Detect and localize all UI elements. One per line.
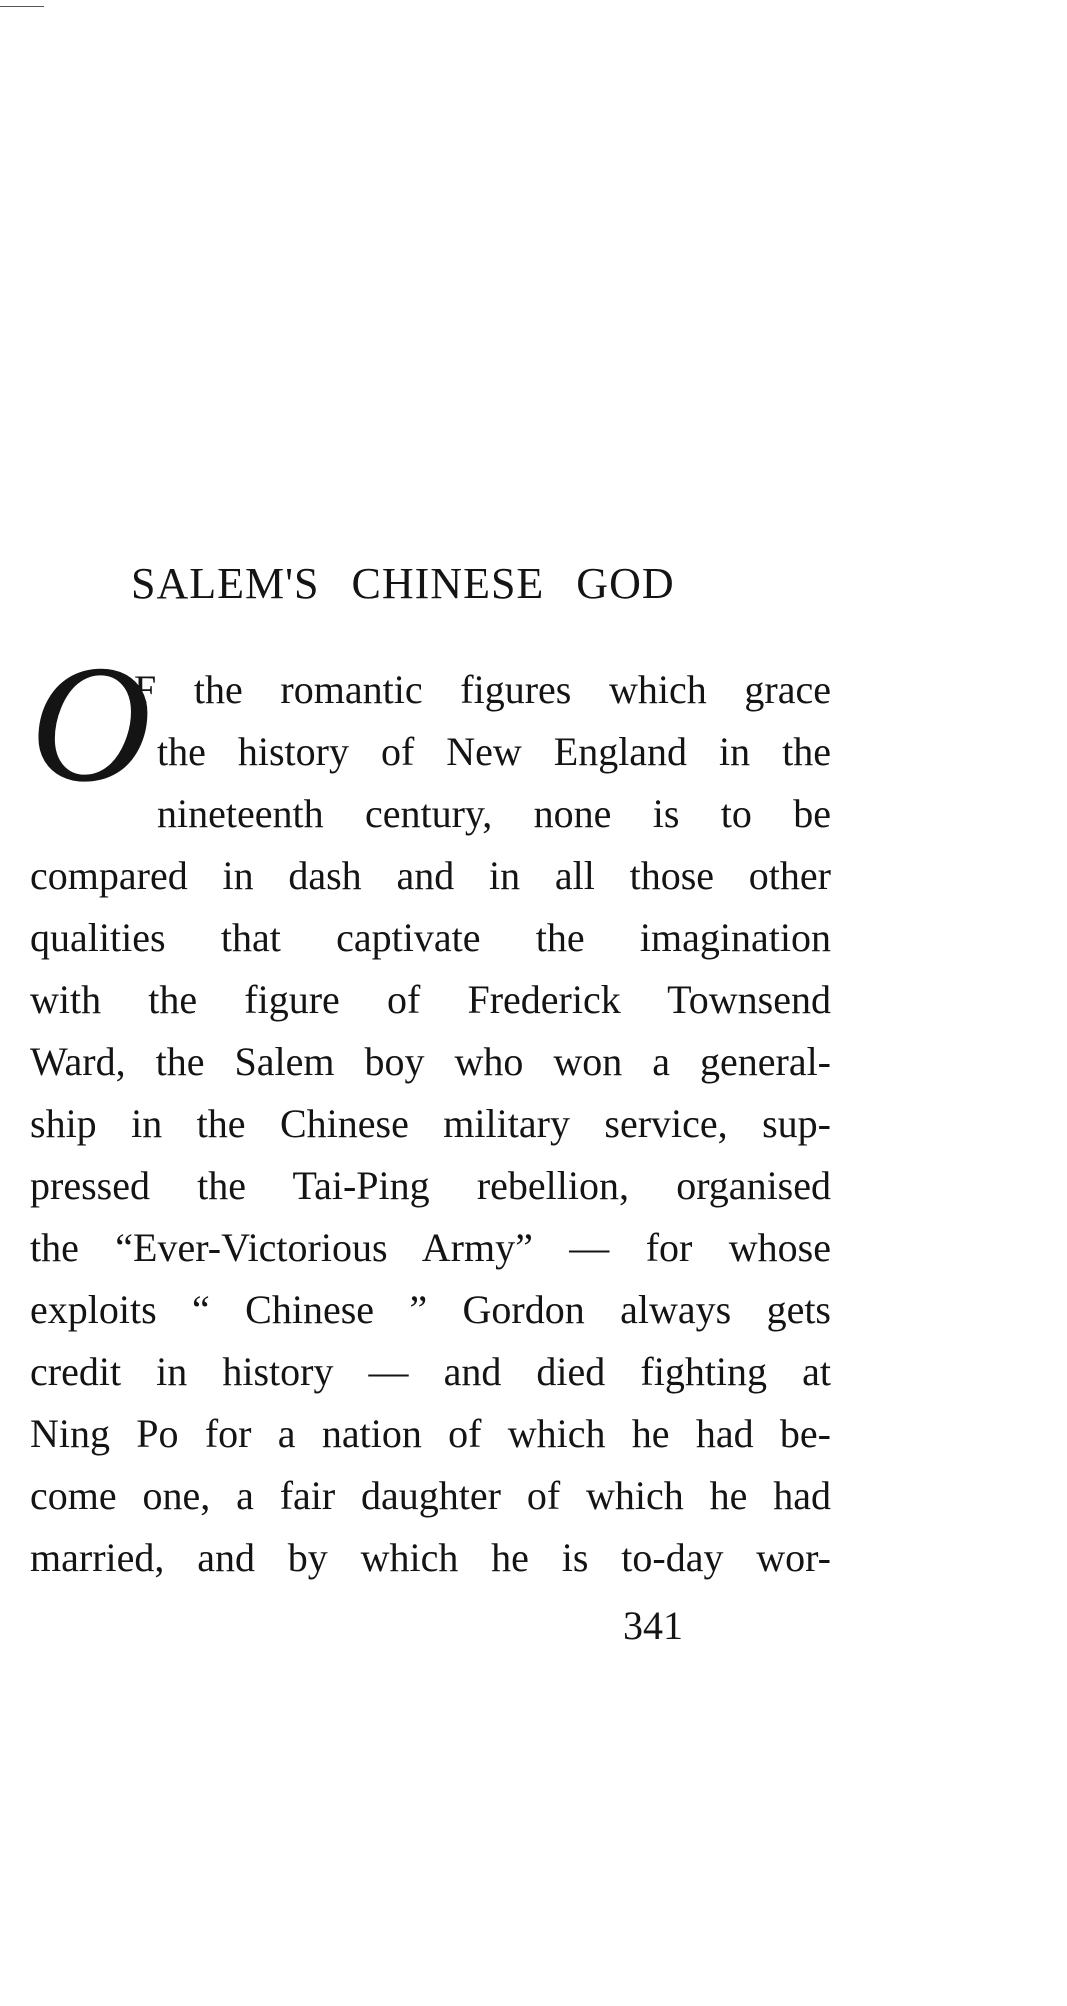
text-line: come one, a fair daughter of which he had bbox=[30, 1473, 831, 1518]
text-line: F the romantic figures which grace bbox=[134, 667, 831, 712]
text-line: married, and by which he is to-day wor- bbox=[30, 1535, 831, 1580]
text-line: nineteenth century, none is to be bbox=[157, 791, 831, 836]
text-line: qualities that captivate the imagination bbox=[30, 915, 831, 960]
text-line: the history of New England in the bbox=[157, 729, 831, 774]
text-line: Ning Po for a nation of which he had be- bbox=[30, 1411, 831, 1456]
text-line: with the figure of Frederick Townsend bbox=[30, 977, 831, 1022]
chapter-title: SALEM'S CHINESE GOD bbox=[131, 559, 675, 608]
page-number: 341 bbox=[623, 1603, 683, 1648]
text-line: ship in the Chinese military service, sup- bbox=[30, 1101, 831, 1146]
drop-cap: O bbox=[30, 631, 152, 817]
text-line: pressed the Tai-Ping rebellion, organised bbox=[30, 1163, 831, 1208]
text-line: Ward, the Salem boy who won a general- bbox=[30, 1039, 831, 1084]
text-line: credit in history — and died fighting at bbox=[30, 1349, 831, 1394]
text-line: compared in dash and in all those other bbox=[30, 853, 831, 898]
corner-mark bbox=[0, 6, 44, 7]
text-line: the “Ever-Victorious Army” — for whose bbox=[30, 1225, 831, 1270]
text-line: exploits “ Chinese ” Gordon always gets bbox=[30, 1287, 831, 1332]
